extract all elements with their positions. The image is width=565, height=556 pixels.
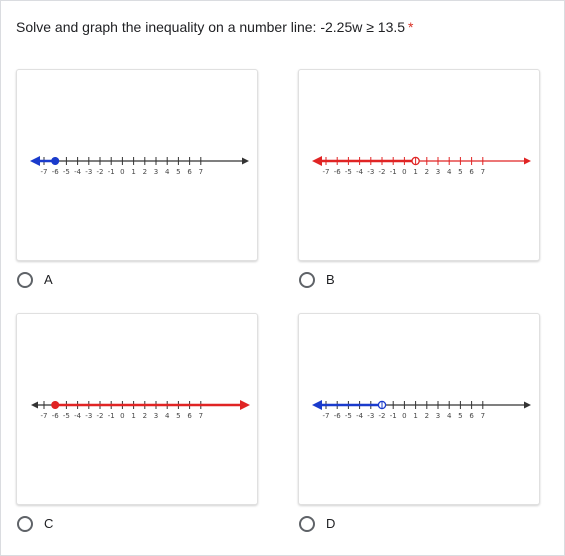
tick-label: -4 — [356, 412, 364, 420]
tick-label: -6 — [51, 412, 59, 420]
tick-label: -1 — [389, 168, 397, 176]
radio-d[interactable] — [299, 516, 315, 532]
tick-label: 5 — [176, 412, 181, 420]
tick-label: -7 — [40, 168, 48, 176]
tick-label: 4 — [164, 412, 170, 420]
closed-endpoint — [51, 401, 59, 409]
tick-label: 6 — [469, 168, 474, 176]
tick-label: 0 — [120, 168, 125, 176]
tick-label: -3 — [85, 168, 93, 176]
number-line-d — [299, 314, 539, 504]
option-c-label: C — [44, 516, 54, 531]
tick-label: 1 — [413, 412, 418, 420]
tick-label: 3 — [435, 412, 441, 420]
choice-image-c[interactable] — [16, 313, 258, 505]
required-asterisk: * — [408, 19, 414, 35]
tick-label: 2 — [424, 168, 430, 176]
tick-label: 2 — [142, 168, 148, 176]
tick-label: -2 — [96, 168, 104, 176]
option-b-label: B — [326, 272, 335, 287]
tick-label: 2 — [142, 412, 148, 420]
tick-label: -6 — [333, 412, 341, 420]
axis-arrow-left — [31, 402, 38, 409]
choice-image-a[interactable] — [16, 69, 258, 261]
option-a[interactable] — [17, 272, 53, 288]
tick-label: -5 — [62, 168, 70, 176]
tick-label: -6 — [333, 168, 341, 176]
question-title — [16, 18, 414, 36]
axis-arrow-right — [524, 158, 531, 165]
tick-label: 0 — [402, 412, 407, 420]
tick-label: -5 — [344, 412, 352, 420]
solution-arrow — [240, 400, 250, 410]
tick-label: -1 — [389, 412, 397, 420]
tick-label: -4 — [74, 168, 82, 176]
tick-label: -1 — [107, 412, 115, 420]
tick-label: -5 — [62, 412, 70, 420]
tick-label: 3 — [153, 412, 159, 420]
tick-label: 4 — [164, 168, 170, 176]
tick-label: 3 — [153, 168, 159, 176]
tick-label: -7 — [40, 412, 48, 420]
choice-image-d[interactable] — [298, 313, 540, 505]
radio-a[interactable] — [17, 272, 33, 288]
tick-label: -7 — [322, 168, 330, 176]
tick-label: -2 — [378, 168, 386, 176]
number-line-b — [299, 70, 539, 260]
tick-label: -1 — [107, 168, 115, 176]
option-c[interactable] — [17, 516, 53, 532]
tick-label: -2 — [378, 412, 386, 420]
tick-label: 4 — [446, 168, 452, 176]
tick-label: 1 — [413, 168, 418, 176]
tick-label: 7 — [480, 168, 486, 176]
solution-arrow — [30, 156, 40, 166]
question-text: Solve and graph the inequality on a number line: -2.25w ≥ 13.5 — [16, 19, 406, 35]
tick-label: 6 — [187, 412, 192, 420]
tick-label: 7 — [480, 412, 486, 420]
option-d-label: D — [326, 516, 336, 531]
choice-image-b[interactable] — [298, 69, 540, 261]
tick-label: -3 — [85, 412, 93, 420]
radio-b[interactable] — [299, 272, 315, 288]
option-d[interactable] — [299, 516, 335, 532]
tick-label: -4 — [74, 412, 82, 420]
number-line-c — [17, 314, 257, 504]
tick-label: -6 — [51, 168, 59, 176]
option-b[interactable] — [299, 272, 335, 288]
axis-arrow-right — [242, 158, 249, 165]
tick-label: -3 — [367, 412, 375, 420]
closed-endpoint — [51, 157, 59, 165]
tick-label: 5 — [176, 168, 181, 176]
solution-arrow — [312, 156, 322, 166]
tick-label: 2 — [424, 412, 430, 420]
axis-arrow-right — [524, 402, 531, 409]
tick-label: -7 — [322, 412, 330, 420]
tick-label: 0 — [120, 412, 125, 420]
solution-arrow — [312, 400, 322, 410]
tick-label: -3 — [367, 168, 375, 176]
tick-label: 0 — [402, 168, 407, 176]
tick-label: 6 — [469, 412, 474, 420]
option-a-label: A — [44, 272, 53, 287]
tick-label: 5 — [458, 168, 463, 176]
number-line-a — [17, 70, 257, 260]
tick-label: -4 — [356, 168, 364, 176]
tick-label: -5 — [344, 168, 352, 176]
tick-label: 4 — [446, 412, 452, 420]
tick-label: 1 — [131, 412, 136, 420]
tick-label: 7 — [198, 168, 204, 176]
tick-label: 5 — [458, 412, 463, 420]
tick-label: 1 — [131, 168, 136, 176]
radio-c[interactable] — [17, 516, 33, 532]
tick-label: 3 — [435, 168, 441, 176]
tick-label: 7 — [198, 412, 204, 420]
tick-label: 6 — [187, 168, 192, 176]
tick-label: -2 — [96, 412, 104, 420]
